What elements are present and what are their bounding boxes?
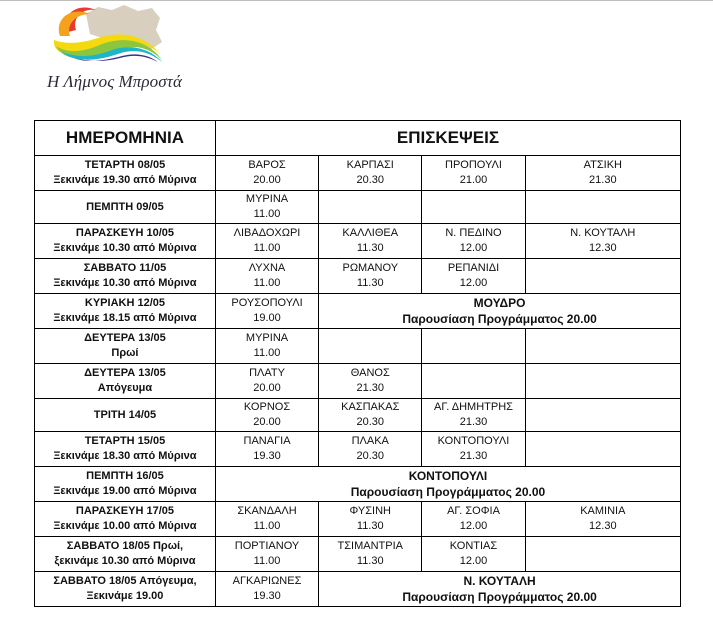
table-row: [35, 329, 681, 364]
table-row: [35, 467, 681, 502]
visit-time: 11.00: [253, 347, 281, 359]
visit-cell: [215, 364, 318, 399]
visit-place: ΠΛΑΚΑ: [351, 435, 389, 447]
visit-cell: [215, 572, 318, 607]
presentation-place: Ν. ΚΟΥΤΑΛΗ: [463, 574, 536, 588]
date-label: ΠΕΜΠΤΗ 16/05: [86, 470, 164, 482]
visit-time: 11.00: [253, 520, 281, 532]
date-cell: [35, 224, 216, 259]
presentation-cell: [319, 572, 681, 607]
table-row: [35, 364, 681, 399]
visit-cell: [319, 259, 422, 294]
visit-cell: [319, 537, 422, 572]
visit-cell: [525, 432, 680, 467]
visit-time: 20.00: [253, 174, 281, 186]
visit-place: ΜΥΡΙΝΑ: [245, 332, 289, 344]
visit-cell: [422, 399, 525, 432]
visit-cell: [319, 399, 422, 432]
visit-time: 12.00: [459, 277, 488, 289]
visit-cell: [215, 329, 318, 364]
visit-time: 12.00: [459, 555, 488, 567]
date-cell: [35, 399, 216, 432]
presentation-time: Παρουσίαση Προγράμματος 20.00: [402, 312, 597, 326]
visit-time: 11.00: [253, 555, 281, 567]
visit-time: 21.30: [459, 416, 488, 428]
visit-cell: [525, 259, 680, 294]
departure-note: Ξεκινάμε 19.30 από Μύρινα: [53, 174, 197, 186]
header-date: ΗΜΕΡΟΜΗΝΙΑ: [35, 121, 216, 156]
visit-place: ΛΙΒΑΔΟΧΩΡΙ: [233, 227, 301, 239]
table-row: [35, 259, 681, 294]
visit-time: 20.00: [253, 416, 281, 428]
visit-cell: [422, 329, 525, 364]
presentation-place: ΚΟΝΤΟΠΟΥΛΙ: [408, 469, 488, 483]
visit-time: 12.30: [589, 242, 617, 254]
date-cell: [35, 364, 216, 399]
visit-place: ΦΥΣΙΝΗ: [349, 505, 392, 517]
visit-time: 21.30: [459, 450, 488, 462]
visit-place: Ν. ΚΟΥΤΑΛΗ: [570, 227, 636, 239]
visit-cell: [422, 224, 525, 259]
visit-cell: [422, 537, 525, 572]
date-label: ΣΑΒΒΑΤΟ 11/05: [83, 262, 167, 274]
table-row: [35, 572, 681, 607]
visit-cell: [215, 156, 318, 191]
visit-cell: [215, 432, 318, 467]
visit-cell: [422, 364, 525, 399]
visit-time: 19.30: [253, 590, 281, 602]
visit-cell: [215, 399, 318, 432]
visit-place: ΑΓ. ΔΗΜΗΤΡΗΣ: [434, 401, 513, 413]
table-row: [35, 537, 681, 572]
visit-place: Ν. ΠΕΔΙΝΟ: [445, 227, 502, 239]
visit-place: ΑΤΣΙΚΗ: [583, 159, 622, 171]
visit-place: ΡΟΥΣΟΠΟΥΛΙ: [231, 297, 303, 309]
visit-cell: [319, 224, 422, 259]
date-cell: [35, 502, 216, 537]
date-cell: [35, 259, 216, 294]
visit-place: ΒΑΡΟΣ: [248, 159, 286, 171]
visit-time: 11.00: [253, 242, 281, 254]
visit-time: 21.00: [459, 174, 488, 186]
date-label: ΤΡΙΤΗ 14/05: [93, 408, 157, 421]
table-row: [35, 432, 681, 467]
logo: [40, 2, 210, 98]
visit-place: ΠΑΝΑΓΙΑ: [243, 435, 291, 447]
visit-cell: [215, 502, 318, 537]
date-cell: [35, 572, 216, 607]
visit-cell: [215, 294, 318, 329]
departure-note: Ξεκινάμε 19.00 από Μύρινα: [53, 485, 197, 497]
visit-cell: [215, 259, 318, 294]
visit-cell: [422, 432, 525, 467]
visit-place: ΡΕΠΑΝΙΔΙ: [447, 262, 500, 274]
visit-cell: [525, 399, 680, 432]
date-cell: [35, 156, 216, 191]
visit-time: 19.00: [253, 312, 281, 324]
date-label: ΔΕΥΤΕΡΑ 13/05: [84, 332, 166, 344]
visit-time: 11.00: [253, 208, 281, 220]
departure-note: Ξεκινάμε 10.30 από Μύρινα: [53, 242, 197, 254]
visit-cell: [525, 191, 680, 224]
visit-cell: [319, 432, 422, 467]
date-cell: [35, 294, 216, 329]
visit-time: 12.00: [459, 242, 488, 254]
visit-time: 12.00: [459, 520, 488, 532]
visit-cell: [525, 224, 680, 259]
visit-place: ΑΓΚΑΡΙΩΝΕΣ: [232, 575, 302, 587]
visit-place: ΚΑΣΠΑΚΑΣ: [341, 401, 400, 413]
visit-time: 11.30: [356, 520, 384, 532]
date-cell: [35, 467, 216, 502]
table-row: [35, 502, 681, 537]
visit-time: 11.00: [253, 277, 281, 289]
date-cell: [35, 329, 216, 364]
departure-note: Ξεκινάμε 18.15 από Μύρινα: [53, 312, 197, 324]
departure-note: Ξεκινάμε 19.00: [86, 590, 164, 602]
table-row: [35, 399, 681, 432]
presentation-time: Παρουσίαση Προγράμματος 20.00: [402, 590, 597, 604]
departure-note: Ξεκινάμε 18.30 από Μύρινα: [53, 450, 197, 462]
table-row: [35, 191, 681, 224]
header-visits: ΕΠΙΣΚΕΨΕΙΣ: [215, 121, 680, 156]
visit-place: ΠΛΑΤΥ: [249, 367, 285, 379]
visit-time: 20.30: [356, 174, 385, 186]
logo-caption: Η Λήμνος Μπροστά: [47, 72, 182, 91]
visit-cell: [525, 502, 680, 537]
visit-cell: [422, 502, 525, 537]
date-cell: [35, 191, 216, 224]
date-label: ΣΑΒΒΑΤΟ 18/05 Πρωί,: [66, 540, 184, 552]
date-label: ΣΑΒΒΑΤΟ 18/05 Απόγευμα,: [53, 575, 197, 587]
presentation-place: ΜΟΥΔΡΟ: [473, 296, 526, 310]
visit-cell: [319, 364, 422, 399]
date-cell: [35, 537, 216, 572]
departure-note: Πρωί: [111, 347, 139, 359]
table-row: [35, 156, 681, 191]
visit-place: ΚΟΝΤΟΠΟΥΛΙ: [437, 435, 510, 447]
visit-place: ΤΣΙΜΑΝΤΡΙΑ: [337, 540, 403, 552]
date-label: ΠΑΡΑΣΚΕΥΗ 10/05: [75, 227, 174, 239]
departure-note: Ξεκινάμε 10.30 από Μύρινα: [53, 277, 197, 289]
visit-time: 12.30: [589, 520, 617, 532]
logo-swoosh-graphic: [46, 2, 166, 64]
visit-time: 20.00: [253, 382, 281, 394]
visit-place: ΚΑΛΛΙΘΕΑ: [342, 227, 399, 239]
visit-cell: [525, 329, 680, 364]
visit-time: 11.30: [356, 277, 384, 289]
presentation-cell: [215, 467, 680, 502]
visit-place: ΠΟΡΤΙΑΝΟΥ: [234, 540, 300, 552]
date-cell: [35, 432, 216, 467]
visit-place: ΚΟΝΤΙΑΣ: [449, 540, 498, 552]
date-label: ΤΕΤΑΡΤΗ 08/05: [84, 159, 166, 171]
visit-cell: [525, 537, 680, 572]
departure-note: Ξεκινάμε 10.00 από Μύρινα: [53, 520, 197, 532]
page-top-border: [0, 0, 713, 1]
visit-cell: [319, 502, 422, 537]
visit-time: 20.30: [356, 450, 385, 462]
visit-place: ΡΩΜΑΝΟΥ: [342, 262, 399, 274]
visit-cell: [319, 329, 422, 364]
visit-cell: [525, 156, 680, 191]
visit-place: ΚΑΡΠΑΣΙ: [346, 159, 394, 171]
date-label: ΔΕΥΤΕΡΑ 13/05: [84, 367, 166, 379]
visit-place: ΚΑΜΙΝΙΑ: [580, 505, 626, 517]
visit-cell: [319, 191, 422, 224]
visit-place: ΚΟΡΝΟΣ: [243, 401, 291, 413]
visit-place: ΑΓ. ΣΟΦΙΑ: [447, 505, 500, 517]
departure-note: Απόγευμα: [97, 382, 153, 394]
table-row: [35, 224, 681, 259]
presentation-time: Παρουσίαση Προγράμματος 20.00: [350, 485, 546, 499]
visit-cell: [422, 259, 525, 294]
visit-schedule-table: [34, 120, 681, 607]
visit-time: 11.30: [356, 242, 384, 254]
date-label: ΠΑΡΑΣΚΕΥΗ 17/05: [75, 505, 174, 517]
visit-place: ΜΥΡΙΝΑ: [245, 193, 289, 205]
visit-cell: [319, 156, 422, 191]
date-label: ΤΕΤΑΡΤΗ 15/05: [84, 435, 166, 447]
visit-cell: [215, 537, 318, 572]
visit-time: 21.30: [356, 382, 385, 394]
visit-cell: [215, 224, 318, 259]
visit-time: 21.30: [589, 174, 617, 186]
visit-place: ΠΡΟΠΟΥΛΙ: [445, 159, 502, 171]
visit-time: 20.30: [356, 416, 385, 428]
visit-place: ΘΑΝΟΣ: [350, 367, 390, 379]
visit-cell: [525, 364, 680, 399]
visit-cell: [215, 191, 318, 224]
date-label: ΠΕΜΠΤΗ 09/05: [86, 200, 164, 213]
visit-time: 19.30: [253, 450, 281, 462]
table-header-row: [35, 121, 681, 156]
departure-note: ξεκινάμε 10.30 από Μύρινα: [54, 555, 196, 567]
visit-cell: [422, 156, 525, 191]
visit-cell: [422, 191, 525, 224]
visit-time: 11.30: [356, 555, 384, 567]
visit-place: ΣΚΑΝΔΑΛΗ: [237, 505, 297, 517]
date-label: ΚΥΡΙΑΚΗ 12/05: [84, 297, 165, 309]
visit-place: ΛΥΧΝΑ: [248, 262, 286, 274]
presentation-cell: [319, 294, 681, 329]
table-row: [35, 294, 681, 329]
